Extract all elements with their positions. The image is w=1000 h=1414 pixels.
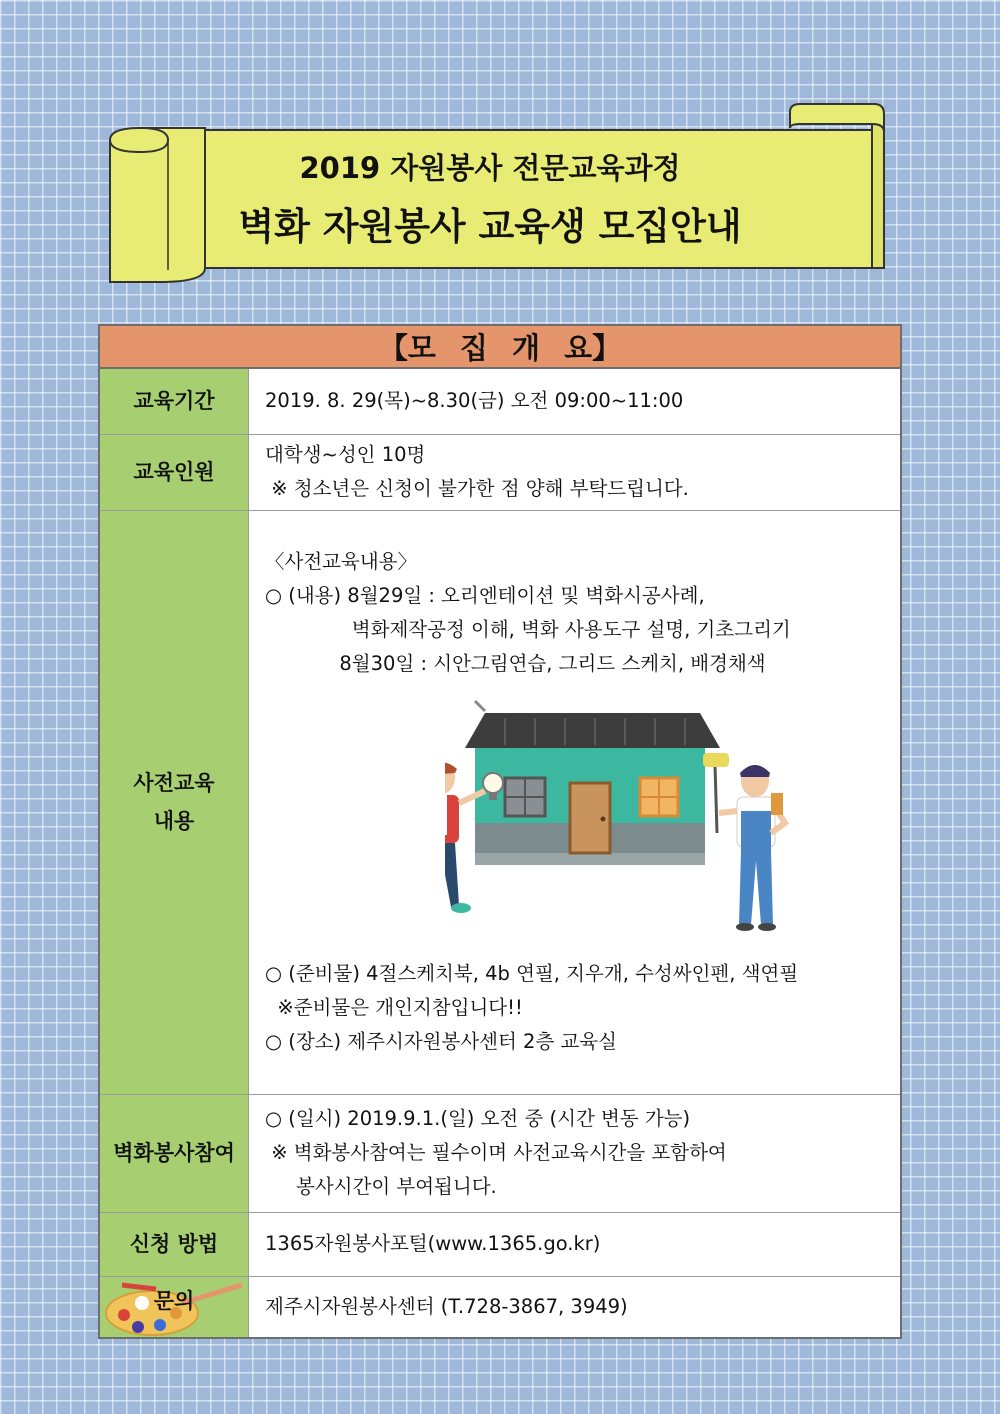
pre-education-heading: 〈사전교육내용〉 xyxy=(265,550,418,573)
pre-education-content-2: 벽화제작공정 이해, 벽화 사용도구 설명, 기초그리기 xyxy=(265,618,791,641)
join-datetime: ○ (일시) 2019.9.1.(일) 오전 중 (시간 변동 가능) xyxy=(265,1107,691,1130)
recruit-overview-table xyxy=(98,324,902,1339)
preparation-note: ※준비물은 개인지참입니다!! xyxy=(265,996,523,1019)
banner-title-line2: 벽화 자원봉사 교육생 모집안내 xyxy=(238,205,742,248)
people-label: 교육인원 xyxy=(99,434,249,510)
inquiry-label-cell xyxy=(99,1276,249,1338)
join-note-1: ※ 벽화봉사참여는 필수이며 사전교육시간을 포함하여 xyxy=(265,1141,727,1164)
apply-value: 1365자원봉사포털(www.1365.go.kr) xyxy=(249,1212,902,1276)
table-row-inquiry xyxy=(99,1276,901,1338)
people-note: ※ 청소년은 신청이 불가한 점 양해 부탁드립니다. xyxy=(265,477,689,500)
people-count: 대학생~성인 10명 xyxy=(265,443,426,466)
education-place: ○ (장소) 제주시자원봉사센터 2층 교육실 xyxy=(265,1030,617,1053)
join-note-2: 봉사시간이 부여됩니다. xyxy=(265,1175,497,1198)
table-row-people xyxy=(99,434,901,510)
pre-education-content-3: 8월30일 : 시안그림연습, 그리드 스케치, 배경채색 xyxy=(265,652,766,675)
table-row-period xyxy=(99,368,901,434)
preparation-items: ○ (준비물) 4절스케치북, 4b 연필, 지우개, 수성싸인펜, 색연필 xyxy=(265,962,799,985)
table-row-pre-education xyxy=(99,510,901,1094)
table-row-apply xyxy=(99,1212,901,1276)
inquiry-value: 제주시자원봉사센터 (T.728-3867, 3949) xyxy=(249,1276,902,1338)
period-value: 2019. 8. 29(목)~8.30(금) 오전 09:00~11:00 xyxy=(249,368,902,434)
banner-title-line1: 2019 자원봉사 전문교육과정 xyxy=(299,151,681,185)
pre-education-label-line2: 내용 xyxy=(153,809,195,833)
inquiry-label: 문의 xyxy=(153,1288,195,1313)
pre-education-content-1: ○ (내용) 8월29일 : 오리엔테이션 및 벽화시공사례, xyxy=(265,584,705,607)
pre-education-label-line1: 사전교육 xyxy=(133,771,215,795)
mural-painters-illustration xyxy=(445,693,845,953)
table-header: 【모 집 개 요】 xyxy=(99,325,901,368)
table-row-join xyxy=(99,1094,901,1212)
people-cell xyxy=(249,434,902,510)
join-cell xyxy=(249,1094,902,1212)
pre-education-label xyxy=(99,510,249,1094)
apply-label: 신청 방법 xyxy=(99,1212,249,1276)
join-label: 벽화봉사참여 xyxy=(99,1094,249,1212)
period-label: 교육기간 xyxy=(99,368,249,434)
pre-education-cell xyxy=(249,510,902,1094)
table-header-row xyxy=(99,325,901,368)
